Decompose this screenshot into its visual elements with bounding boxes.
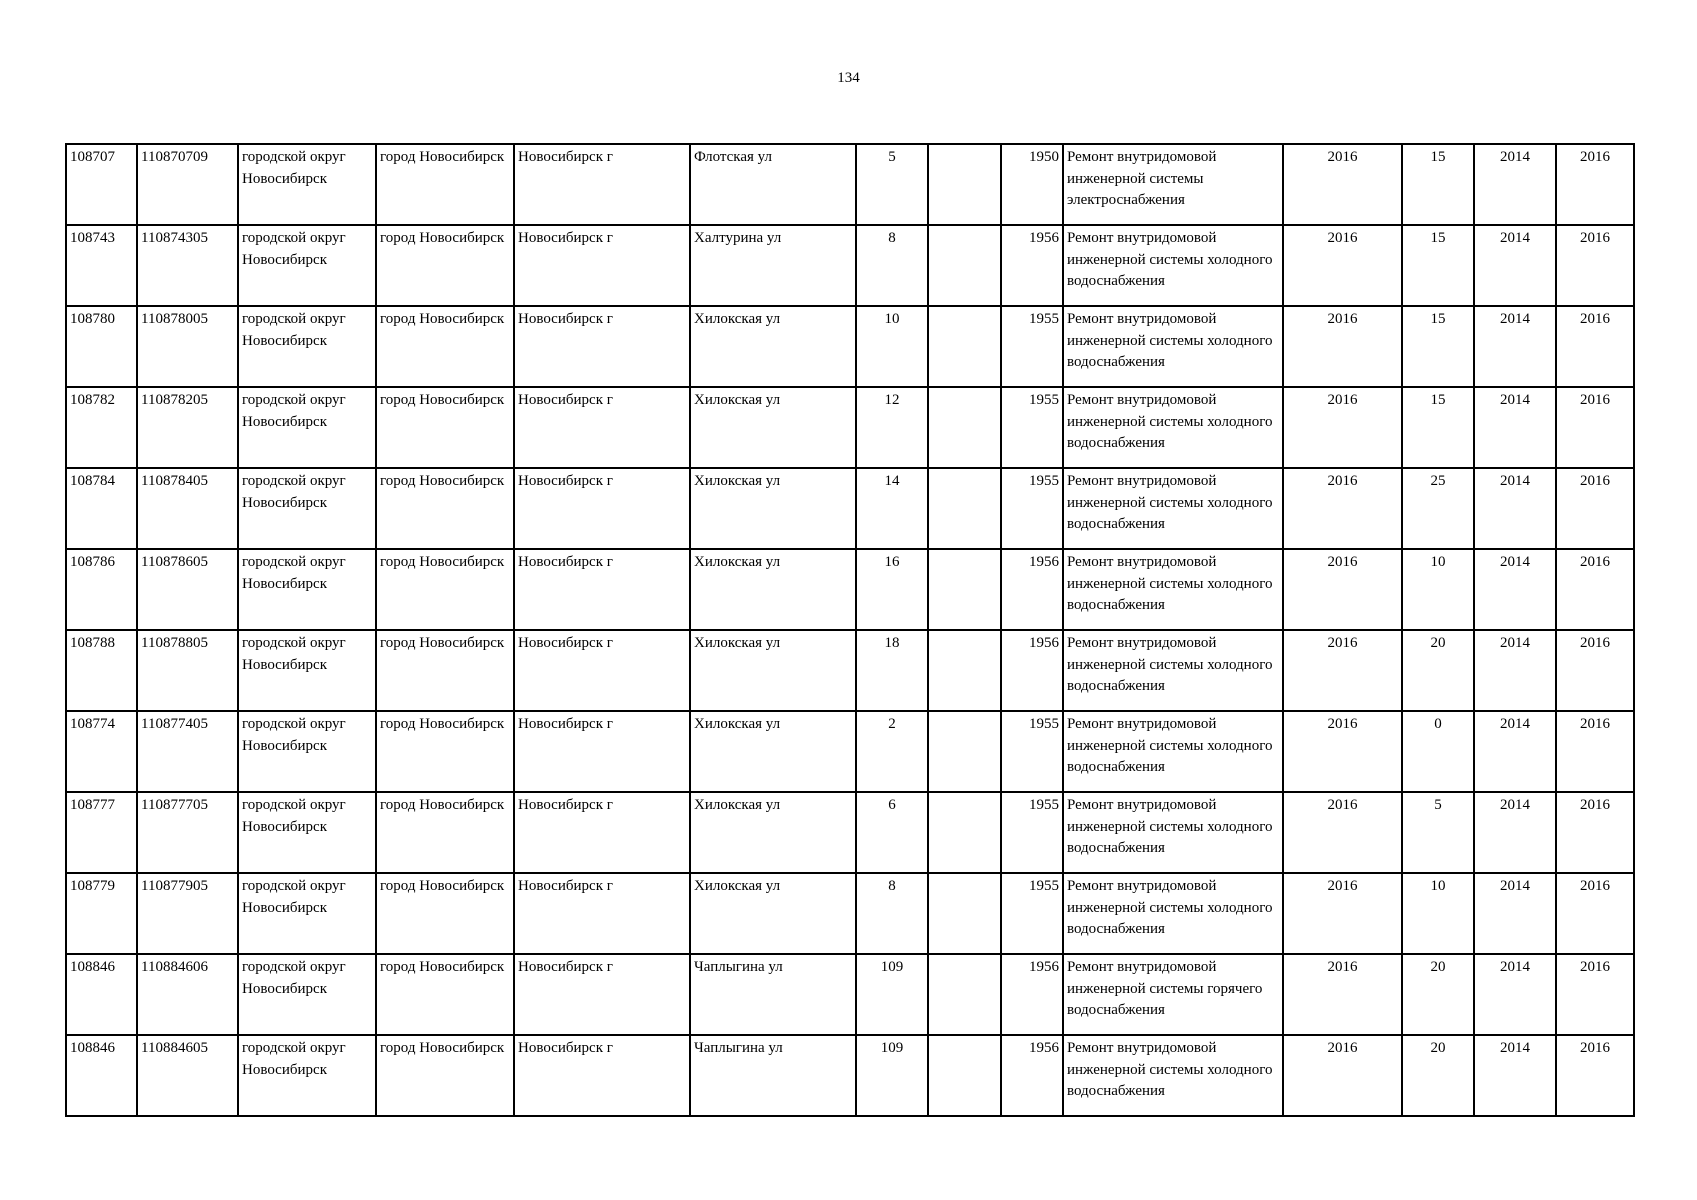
cell-code: 110878205 <box>137 387 238 468</box>
cell-start-year: 2014 <box>1474 306 1556 387</box>
cell-settlement: город Новосибирск <box>376 630 514 711</box>
cell-street: Чаплыгина ул <box>690 954 856 1035</box>
cell-year-built: 1956 <box>1001 1035 1063 1116</box>
cell-start-year: 2014 <box>1474 468 1556 549</box>
cell-id: 108782 <box>66 387 137 468</box>
cell-city: Новосибирск г <box>514 387 690 468</box>
cell-work-type: Ремонт внутридомовой инженерной системы холодного водоснабжения <box>1063 1035 1283 1116</box>
cell-house: 8 <box>856 873 928 954</box>
cell-building <box>928 468 1001 549</box>
cell-year-built: 1955 <box>1001 792 1063 873</box>
cell-work-type: Ремонт внутридомовой инженерной системы холодного водоснабжения <box>1063 792 1283 873</box>
cell-year-built: 1956 <box>1001 630 1063 711</box>
cell-plan-year: 2016 <box>1283 792 1402 873</box>
cell-start-year: 2014 <box>1474 873 1556 954</box>
cell-district: городской округ Новосибирск <box>238 306 376 387</box>
cell-settlement: город Новосибирск <box>376 387 514 468</box>
cell-code: 110874305 <box>137 225 238 306</box>
cell-city: Новосибирск г <box>514 711 690 792</box>
cell-work-type: Ремонт внутридомовой инженерной системы холодного водоснабжения <box>1063 711 1283 792</box>
cell-work-type: Ремонт внутридомовой инженерной системы холодного водоснабжения <box>1063 306 1283 387</box>
cell-plan-year: 2016 <box>1283 468 1402 549</box>
cell-id: 108777 <box>66 792 137 873</box>
cell-work-type: Ремонт внутридомовой инженерной системы холодного водоснабжения <box>1063 873 1283 954</box>
cell-start-year: 2014 <box>1474 711 1556 792</box>
cell-year-built: 1955 <box>1001 306 1063 387</box>
cell-street: Хилокская ул <box>690 711 856 792</box>
table-row <box>66 144 1634 225</box>
cell-building <box>928 630 1001 711</box>
cell-plan-year: 2016 <box>1283 873 1402 954</box>
cell-house: 14 <box>856 468 928 549</box>
cell-end-year: 2016 <box>1556 1035 1634 1116</box>
cell-city: Новосибирск г <box>514 1035 690 1116</box>
cell-code: 110878805 <box>137 630 238 711</box>
cell-city: Новосибирск г <box>514 144 690 225</box>
cell-wear: 5 <box>1402 792 1474 873</box>
cell-year-built: 1956 <box>1001 549 1063 630</box>
cell-building <box>928 225 1001 306</box>
cell-settlement: город Новосибирск <box>376 306 514 387</box>
cell-city: Новосибирск г <box>514 468 690 549</box>
cell-plan-year: 2016 <box>1283 387 1402 468</box>
cell-street: Хилокская ул <box>690 792 856 873</box>
cell-house: 109 <box>856 954 928 1035</box>
cell-house: 10 <box>856 306 928 387</box>
cell-wear: 10 <box>1402 549 1474 630</box>
cell-start-year: 2014 <box>1474 630 1556 711</box>
cell-street: Хилокская ул <box>690 630 856 711</box>
cell-start-year: 2014 <box>1474 144 1556 225</box>
cell-end-year: 2016 <box>1556 306 1634 387</box>
cell-house: 5 <box>856 144 928 225</box>
cell-start-year: 2014 <box>1474 387 1556 468</box>
cell-building <box>928 144 1001 225</box>
cell-year-built: 1955 <box>1001 387 1063 468</box>
cell-wear: 20 <box>1402 1035 1474 1116</box>
cell-house: 109 <box>856 1035 928 1116</box>
cell-start-year: 2014 <box>1474 954 1556 1035</box>
cell-house: 16 <box>856 549 928 630</box>
table-body <box>66 144 1634 1116</box>
cell-id: 108846 <box>66 1035 137 1116</box>
cell-id: 108779 <box>66 873 137 954</box>
cell-street: Хилокская ул <box>690 468 856 549</box>
cell-district: городской округ Новосибирск <box>238 711 376 792</box>
cell-street: Хилокская ул <box>690 387 856 468</box>
cell-wear: 20 <box>1402 630 1474 711</box>
table-row <box>66 225 1634 306</box>
cell-district: городской округ Новосибирск <box>238 225 376 306</box>
cell-settlement: город Новосибирск <box>376 711 514 792</box>
cell-street: Халтурина ул <box>690 225 856 306</box>
cell-settlement: город Новосибирск <box>376 549 514 630</box>
cell-building <box>928 549 1001 630</box>
cell-end-year: 2016 <box>1556 468 1634 549</box>
cell-city: Новосибирск г <box>514 306 690 387</box>
page-number: 134 <box>837 70 860 86</box>
cell-house: 8 <box>856 225 928 306</box>
cell-code: 110878005 <box>137 306 238 387</box>
cell-code: 110878405 <box>137 468 238 549</box>
cell-building <box>928 792 1001 873</box>
cell-id: 108786 <box>66 549 137 630</box>
cell-plan-year: 2016 <box>1283 144 1402 225</box>
cell-work-type: Ремонт внутридомовой инженерной системы холодного водоснабжения <box>1063 225 1283 306</box>
cell-wear: 25 <box>1402 468 1474 549</box>
cell-end-year: 2016 <box>1556 873 1634 954</box>
table-row <box>66 1035 1634 1116</box>
cell-district: городской округ Новосибирск <box>238 468 376 549</box>
cell-building <box>928 711 1001 792</box>
cell-wear: 15 <box>1402 225 1474 306</box>
table-row <box>66 468 1634 549</box>
cell-end-year: 2016 <box>1556 711 1634 792</box>
table-row <box>66 387 1634 468</box>
cell-year-built: 1955 <box>1001 873 1063 954</box>
cell-end-year: 2016 <box>1556 954 1634 1035</box>
cell-year-built: 1950 <box>1001 144 1063 225</box>
cell-wear: 15 <box>1402 387 1474 468</box>
cell-house: 18 <box>856 630 928 711</box>
cell-settlement: город Новосибирск <box>376 873 514 954</box>
cell-house: 12 <box>856 387 928 468</box>
cell-settlement: город Новосибирск <box>376 792 514 873</box>
cell-year-built: 1956 <box>1001 225 1063 306</box>
cell-wear: 10 <box>1402 873 1474 954</box>
cell-city: Новосибирск г <box>514 954 690 1035</box>
cell-city: Новосибирск г <box>514 873 690 954</box>
cell-work-type: Ремонт внутридомовой инженерной системы горячего водоснабжения <box>1063 954 1283 1035</box>
cell-district: городской округ Новосибирск <box>238 954 376 1035</box>
cell-year-built: 1955 <box>1001 468 1063 549</box>
cell-plan-year: 2016 <box>1283 549 1402 630</box>
table-row <box>66 549 1634 630</box>
table-row <box>66 792 1634 873</box>
cell-year-built: 1955 <box>1001 711 1063 792</box>
cell-plan-year: 2016 <box>1283 1035 1402 1116</box>
cell-code: 110884606 <box>137 954 238 1035</box>
table-row <box>66 306 1634 387</box>
cell-year-built: 1956 <box>1001 954 1063 1035</box>
cell-code: 110877705 <box>137 792 238 873</box>
cell-code: 110884605 <box>137 1035 238 1116</box>
cell-district: городской округ Новосибирск <box>238 1035 376 1116</box>
cell-plan-year: 2016 <box>1283 711 1402 792</box>
table-row <box>66 711 1634 792</box>
table-row <box>66 630 1634 711</box>
cell-building <box>928 954 1001 1035</box>
cell-city: Новосибирск г <box>514 792 690 873</box>
cell-street: Флотская ул <box>690 144 856 225</box>
cell-wear: 15 <box>1402 306 1474 387</box>
cell-start-year: 2014 <box>1474 225 1556 306</box>
cell-district: городской округ Новосибирск <box>238 387 376 468</box>
cell-start-year: 2014 <box>1474 792 1556 873</box>
registry-table <box>65 143 1635 1117</box>
cell-end-year: 2016 <box>1556 792 1634 873</box>
cell-code: 110877405 <box>137 711 238 792</box>
cell-settlement: город Новосибирск <box>376 144 514 225</box>
cell-code: 110877905 <box>137 873 238 954</box>
cell-street: Хилокская ул <box>690 873 856 954</box>
cell-id: 108774 <box>66 711 137 792</box>
table-row <box>66 873 1634 954</box>
cell-work-type: Ремонт внутридомовой инженерной системы холодного водоснабжения <box>1063 630 1283 711</box>
cell-district: городской округ Новосибирск <box>238 630 376 711</box>
cell-district: городской округ Новосибирск <box>238 873 376 954</box>
cell-street: Чаплыгина ул <box>690 1035 856 1116</box>
cell-plan-year: 2016 <box>1283 306 1402 387</box>
cell-city: Новосибирск г <box>514 630 690 711</box>
cell-settlement: город Новосибирск <box>376 954 514 1035</box>
cell-id: 108780 <box>66 306 137 387</box>
cell-building <box>928 873 1001 954</box>
cell-start-year: 2014 <box>1474 1035 1556 1116</box>
cell-id: 108707 <box>66 144 137 225</box>
cell-start-year: 2014 <box>1474 549 1556 630</box>
cell-id: 108846 <box>66 954 137 1035</box>
cell-city: Новосибирск г <box>514 549 690 630</box>
cell-plan-year: 2016 <box>1283 954 1402 1035</box>
cell-district: городской округ Новосибирск <box>238 549 376 630</box>
cell-building <box>928 306 1001 387</box>
cell-plan-year: 2016 <box>1283 630 1402 711</box>
cell-work-type: Ремонт внутридомовой инженерной системы холодного водоснабжения <box>1063 549 1283 630</box>
cell-house: 2 <box>856 711 928 792</box>
cell-id: 108743 <box>66 225 137 306</box>
cell-wear: 15 <box>1402 144 1474 225</box>
cell-wear: 20 <box>1402 954 1474 1035</box>
cell-building <box>928 387 1001 468</box>
cell-work-type: Ремонт внутридомовой инженерной системы электроснабжения <box>1063 144 1283 225</box>
cell-end-year: 2016 <box>1556 549 1634 630</box>
cell-work-type: Ремонт внутридомовой инженерной системы холодного водоснабжения <box>1063 387 1283 468</box>
cell-plan-year: 2016 <box>1283 225 1402 306</box>
cell-work-type: Ремонт внутридомовой инженерной системы холодного водоснабжения <box>1063 468 1283 549</box>
cell-street: Хилокская ул <box>690 549 856 630</box>
cell-settlement: город Новосибирск <box>376 1035 514 1116</box>
cell-end-year: 2016 <box>1556 144 1634 225</box>
cell-district: городской округ Новосибирск <box>238 144 376 225</box>
table-row <box>66 954 1634 1035</box>
cell-end-year: 2016 <box>1556 630 1634 711</box>
cell-building <box>928 1035 1001 1116</box>
cell-settlement: город Новосибирск <box>376 468 514 549</box>
cell-house: 6 <box>856 792 928 873</box>
cell-code: 110878605 <box>137 549 238 630</box>
cell-id: 108788 <box>66 630 137 711</box>
cell-settlement: город Новосибирск <box>376 225 514 306</box>
cell-end-year: 2016 <box>1556 387 1634 468</box>
cell-id: 108784 <box>66 468 137 549</box>
cell-district: городской округ Новосибирск <box>238 792 376 873</box>
cell-city: Новосибирск г <box>514 225 690 306</box>
cell-street: Хилокская ул <box>690 306 856 387</box>
cell-code: 110870709 <box>137 144 238 225</box>
cell-wear: 0 <box>1402 711 1474 792</box>
cell-end-year: 2016 <box>1556 225 1634 306</box>
